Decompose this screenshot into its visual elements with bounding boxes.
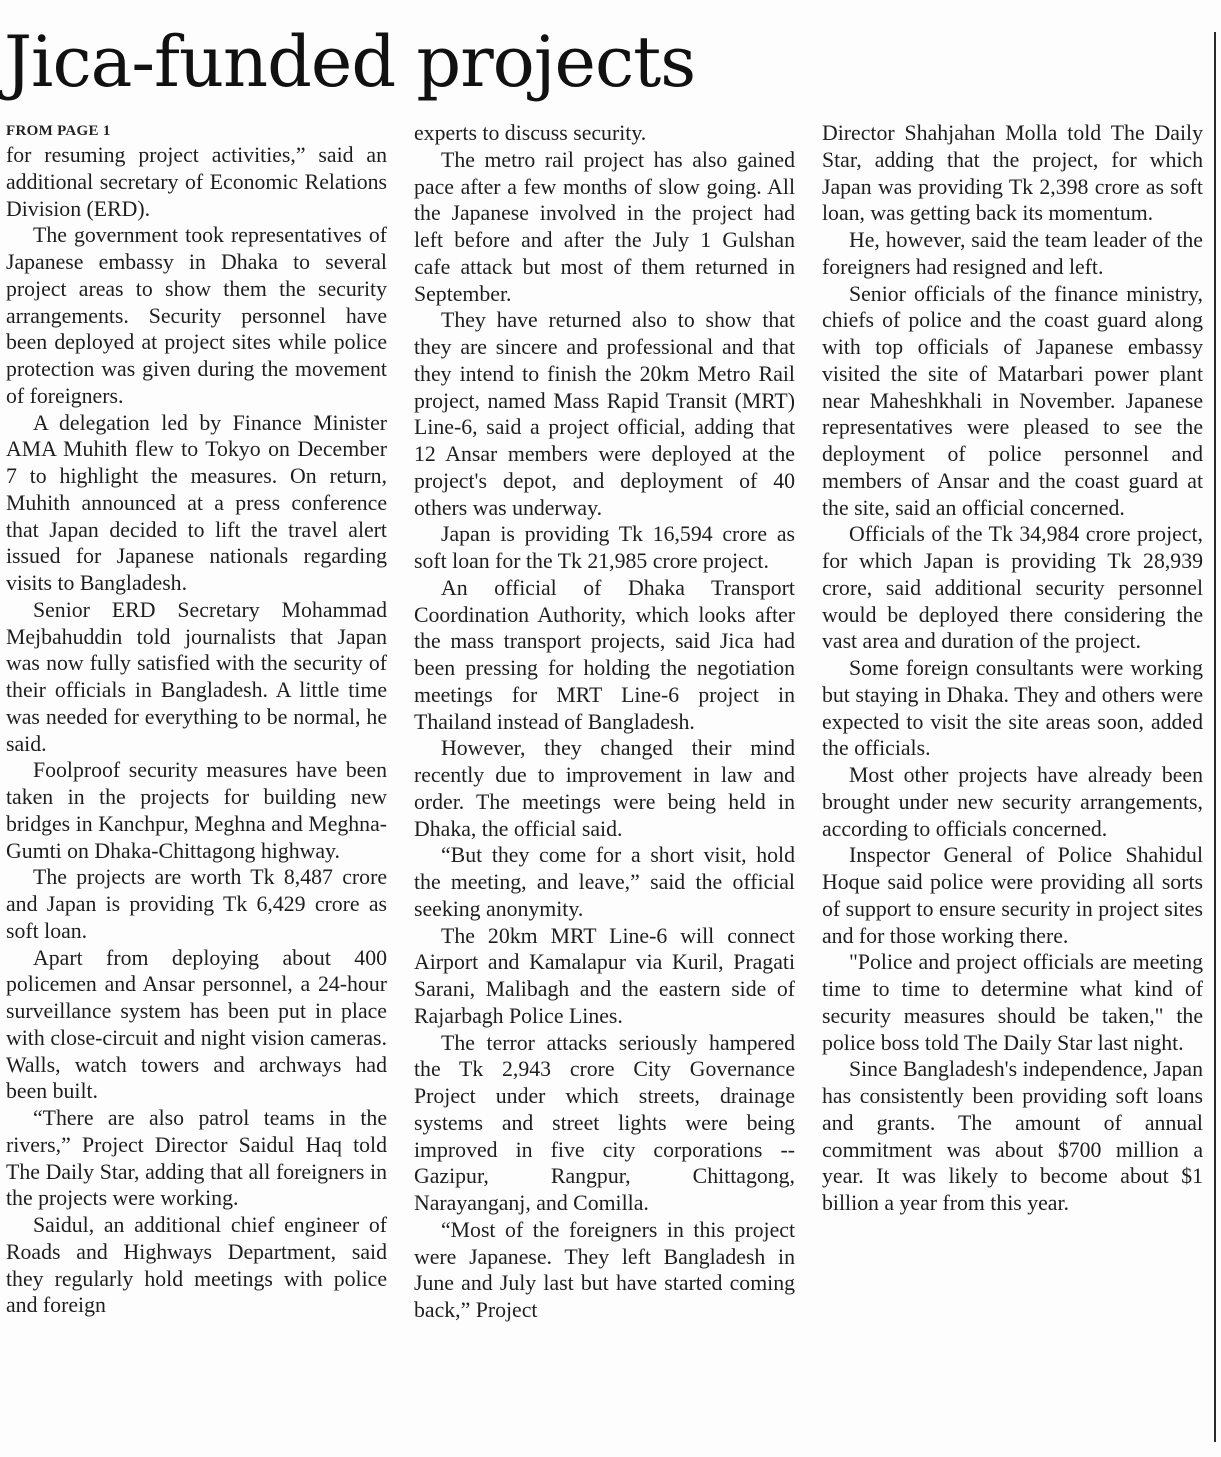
paragraph: An official of Dhaka Transport Coordination Authority, which looks after the mass transport projects, said Jica had been pressing for holding the negotiation meetings for MRT Line-6 project in Thailand instead of Bangladesh. [414,575,795,734]
paragraph: A delegation led by Finance Minister AMA Muhith flew to Tokyo on December 7 to highlight the measures. On return, Muhith announced at a press conference that Japan decided to lift the travel alert issued for Japanese nationals regarding visits to Bangladesh. [6,410,387,595]
paragraph: However, they changed their mind recently due to improvement in law and order. The meetings were being held in Dhaka, the official said. [414,736,795,841]
article-column-3 [822,120,1203,1440]
paragraph: Saidul, an additional chief engineer of Roads and Highways Department, said they regularly hold meetings with police and foreign [6,1213,387,1318]
paragraph: experts to discuss security. [414,121,647,145]
paragraph: Most other projects have already been brought under new security arrangements, according to officials concerned. [822,763,1203,841]
paragraph: Since Bangladesh's independence, Japan has consistently been providing soft loans and grants. The amount of annual commitment was about $700 million a year. It was likely to become about $1 billion a year from this year. [822,1057,1203,1215]
paragraph: Foolproof security measures have been taken in the projects for building new bridges in Kanchpur, Meghna and Meghna-Gumti on Dhaka-Chittagong highway. [6,758,387,863]
paragraph: Senior officials of the finance ministry, chiefs of police and the coast guard along with top officials of Japanese embassy visited the site of Matarbari power plant near Maheshkhali in November. Japanese representatives were pleased to see the deployment of police personnel and members of Ansar and the coast guard at the site, said an official concerned. [822,281,1203,520]
paragraph: The metro rail project has also gained pace after a few months of slow going. All the Japanese involved in the project had left before and after the July 1 Gulshan cafe attack but most of them returned in September. [414,147,795,306]
article-column-2 [414,120,795,1440]
headline: Jica-funded projects [4,21,696,103]
paragraph: Senior ERD Secretary Mohammad Mejbahuddin told journalists that Japan was now fully satisfied with the security of their officials in Bangladesh. A little time was needed for everything to be normal, he said. [6,597,387,756]
column-rule [1214,32,1216,1442]
paragraph: for resuming project activities,” said an additional secretary of Economic Relations Division (ERD). [6,143,387,221]
paragraph: The terror attacks seriously hampered the Tk 2,943 crore City Governance Project under which streets, drainage systems and street lights were being improved in five city corporations -- Gazipur, Rangpur, Chittagong, Narayanganj, and Comilla. [414,1030,795,1215]
article-column-1 [6,120,387,1440]
paragraph: Apart from deploying about 400 policemen and Ansar personnel, a 24-hour surveillance system has been put in place with close-circuit and night vision cameras. Walls, watch towers and archways had been built. [6,945,387,1104]
paragraph: They have returned also to show that they are sincere and professional and that they intend to finish the 20km Metro Rail project, named Mass Rapid Transit (MRT) Line-6, said a project official, adding that 12 Ansar members were deployed at the project's depot, and deployment of 40 others was underway. [414,308,795,520]
paragraph: Director Shahjahan Molla told The Daily Star, adding that the project, for which Japan was providing Tk 2,398 crore as soft loan, was getting back its momentum. [822,121,1203,226]
paragraph: The 20km MRT Line-6 will connect Airport and Kamalapur via Kuril, Pragati Sarani, Malibagh and the eastern side of Rajarbagh Police Lines. [414,923,795,1028]
paragraph: Officials of the Tk 34,984 crore project, for which Japan is providing Tk 28,939 crore, said additional security personnel would be deployed there considering the vast area and duration of the project. [822,522,1203,654]
paragraph: The projects are worth Tk 8,487 crore and Japan is providing Tk 6,429 crore as soft loan. [6,865,387,943]
paragraph: Inspector General of Police Shahidul Hoque said police were providing all sorts of support to ensure security in project sites and for those working there. [822,843,1203,948]
paragraph: “But they come for a short visit, hold the meeting, and leave,” said the official seeking anonymity. [414,843,795,921]
paragraph: He, however, said the team leader of the foreigners had resigned and left. [822,228,1203,279]
paragraph: Some foreign consultants were working but staying in Dhaka. They and others were expected to visit the site areas soon, added the officials. [822,656,1203,761]
paragraph: "Police and project officials are meeting time to time to determine what kind of security measures should be taken," the police boss told The Daily Star last night. [822,950,1203,1055]
paragraph: The government took representatives of Japanese embassy in Dhaka to several project areas to show them the security arrangements. Security personnel have been deployed at project sites while police protection was given during the movement of foreigners. [6,223,387,408]
jump-label: FROM PAGE 1 [6,123,111,139]
paragraph: “There are also patrol teams in the rivers,” Project Director Saidul Haq told The Daily Star, adding that all foreigners in the projects were working. [6,1106,387,1211]
paragraph: “Most of the foreigners in this project were Japanese. They left Bangladesh in June and July last but have started coming back,” Project [414,1217,795,1322]
paragraph: Japan is providing Tk 16,594 crore as soft loan for the Tk 21,985 crore project. [414,522,795,573]
